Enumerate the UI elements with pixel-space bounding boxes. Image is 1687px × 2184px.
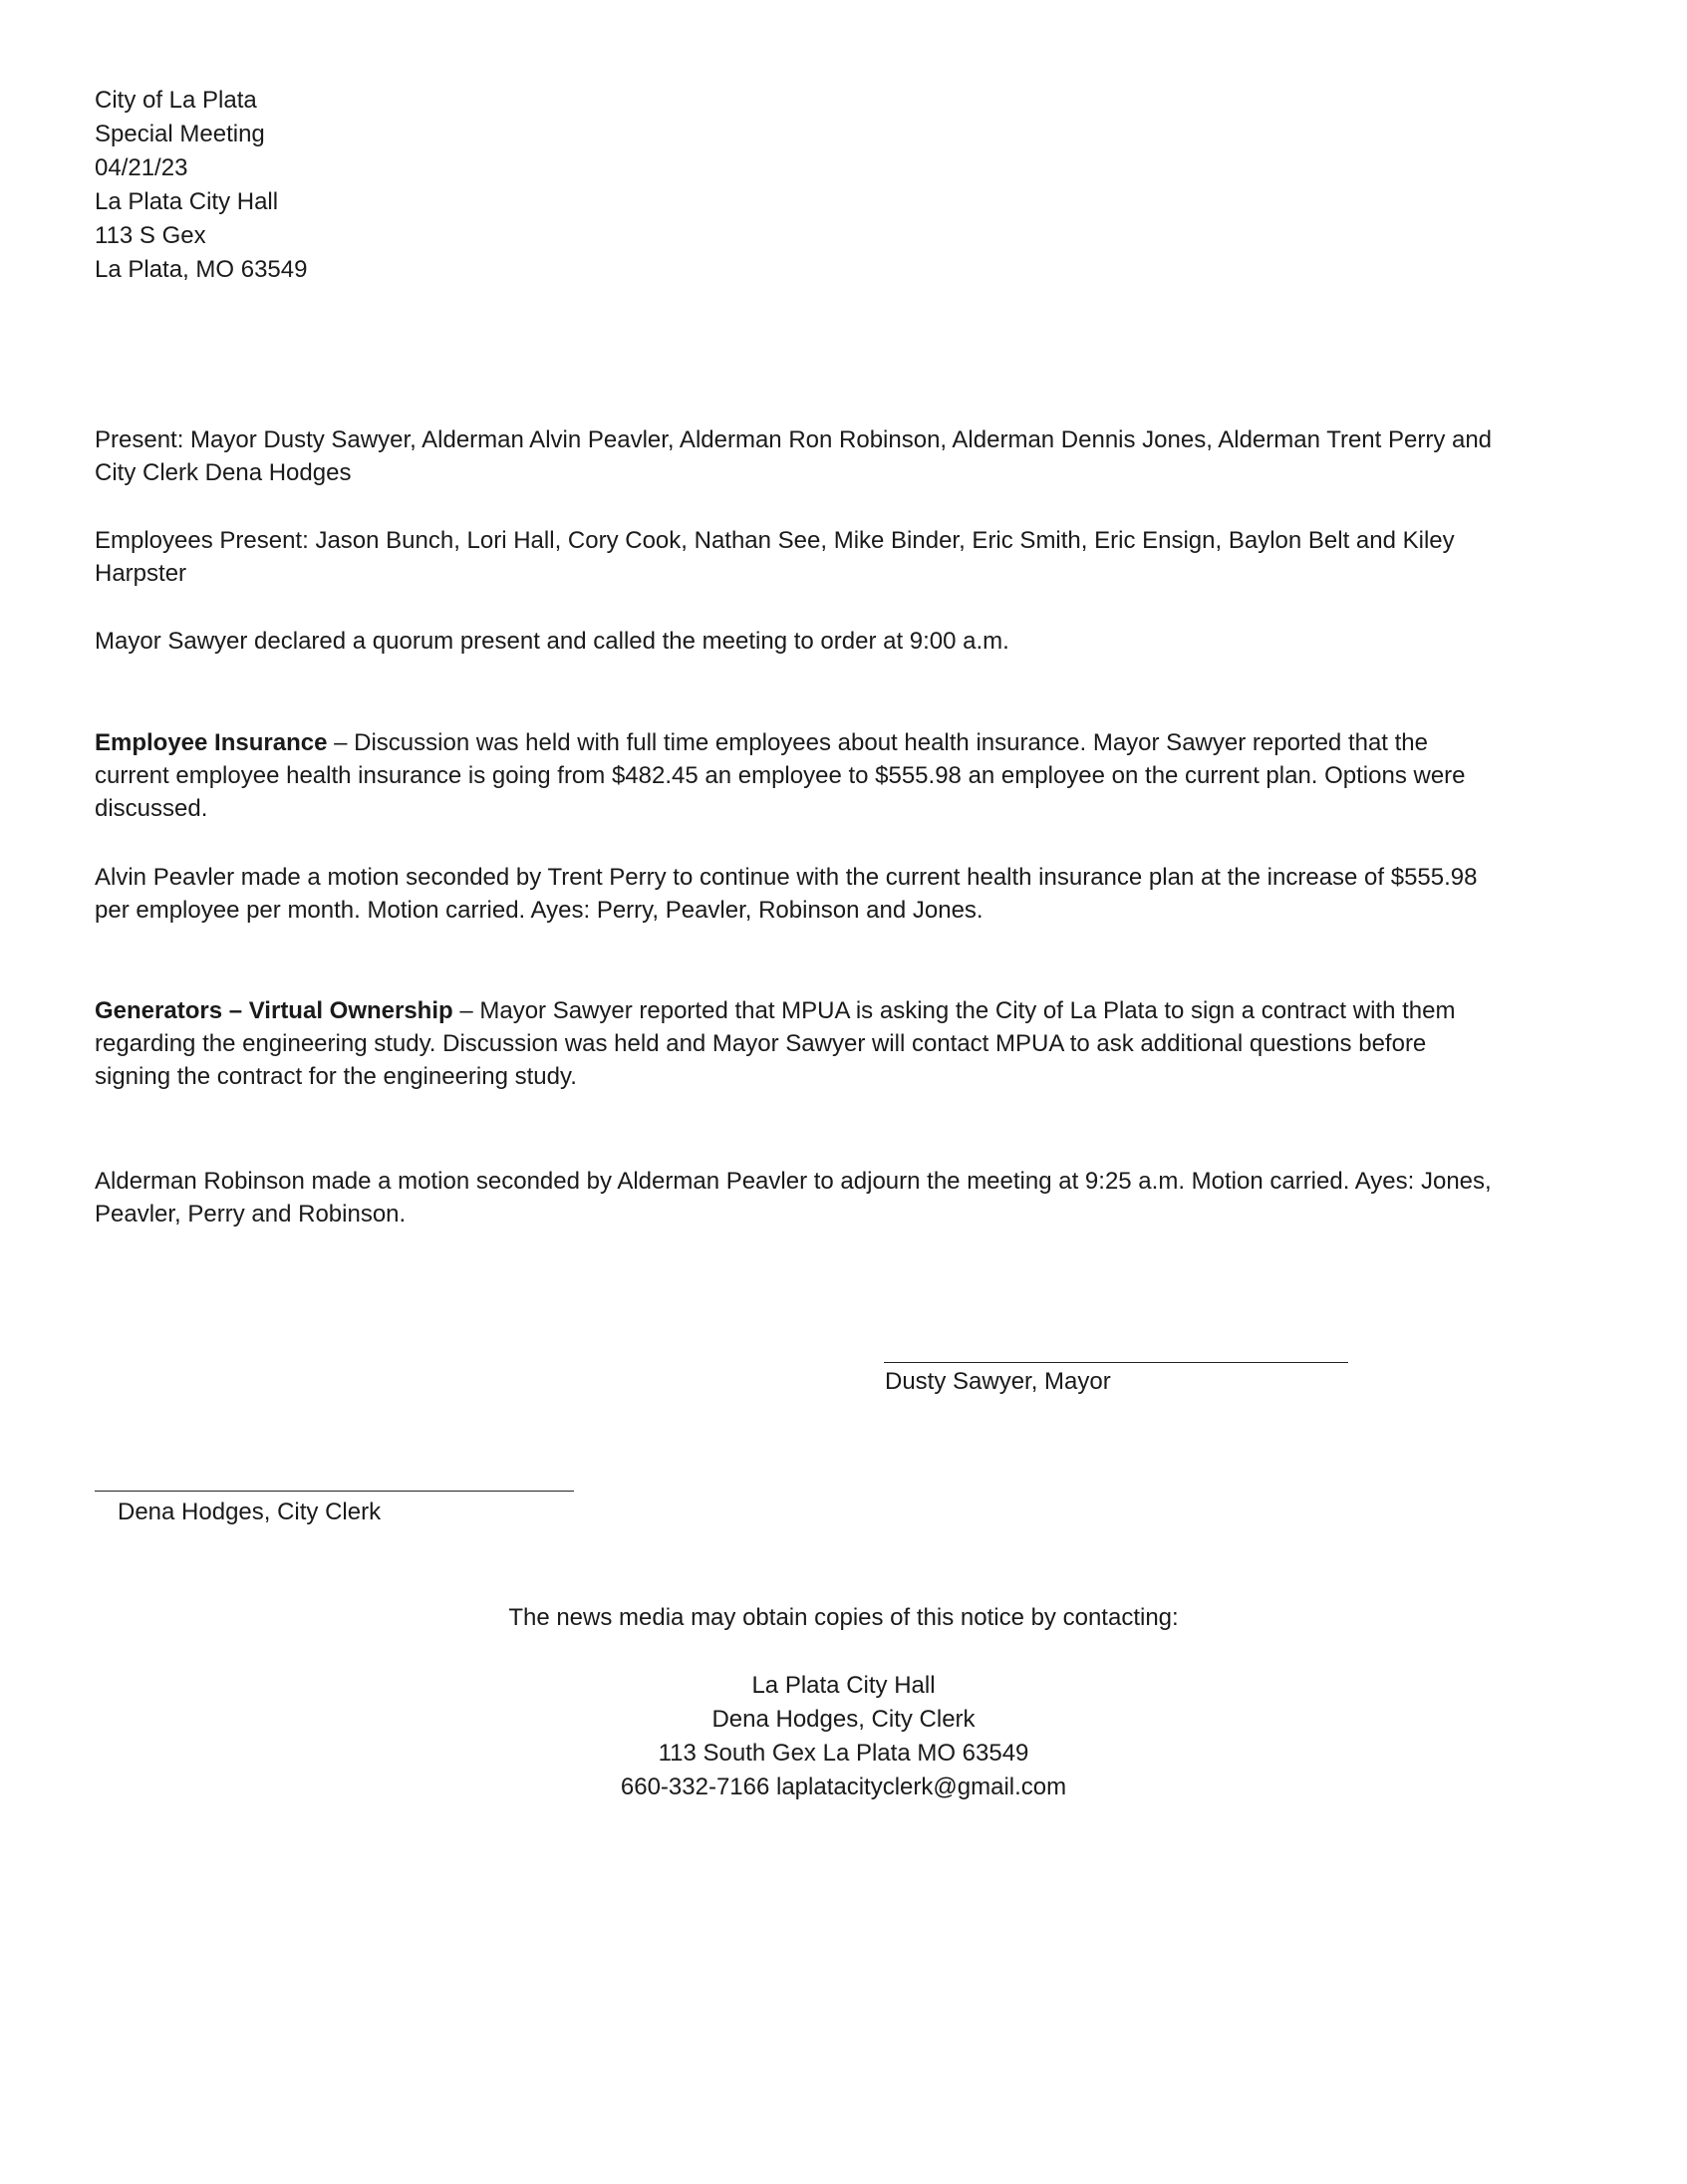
meeting-type: Special Meeting [95,121,265,147]
media-notice-text: The news media may obtain copies of this notice by contacting: [508,1604,1179,1631]
employees-paragraph [95,524,1589,590]
contact-address: 113 South Gex La Plata MO 63549 [658,1740,1029,1767]
contact-person: Dena Hodges, City Clerk [711,1706,976,1733]
city-name: City of La Plata [95,87,257,114]
media-notice [0,1601,1687,1635]
insurance-motion-line-2: per employee per month. Motion carried. Ayes: Perry, Peavler, Robinson and Jones. [95,897,984,924]
clerk-signature-line [95,1491,574,1492]
insurance-text-1: – Discussion was held with full time employees about health insurance. Mayor Sawyer reported that the [327,729,1428,756]
contact-office: La Plata City Hall [751,1672,936,1699]
generators-line-3: signing the contract for the engineering study. [95,1063,577,1090]
insurance-heading: Employee Insurance [95,729,328,756]
quorum-paragraph [95,625,1589,658]
mayor-signature-line [884,1362,1348,1363]
insurance-paragraph [95,726,1589,825]
present-paragraph [95,423,1589,489]
generators-text-1: – Mayor Sawyer reported that MPUA is asking the City of La Plata to sign a contract with them [452,997,1456,1024]
adjourn-line-1: Alderman Robinson made a motion seconded by Alderman Peavler to adjourn the meeting at 9:25 a.m. Motion carried. Ayes: Jones, [95,1168,1492,1195]
generators-paragraph [95,994,1589,1093]
employees-line-1: Employees Present: Jason Bunch, Lori Hall, Cory Cook, Nathan See, Mike Binder, Eric Smith, Eric Ensign, Baylon Belt and Kiley [95,527,1455,554]
contact-block [0,1669,1687,1804]
meeting-venue: La Plata City Hall [95,188,279,215]
generators-line-1 [95,994,1589,1027]
generators-heading: Generators – Virtual Ownership [95,997,453,1024]
clerk-signature-label: Dena Hodges, City Clerk [118,1499,382,1525]
generators-line-2: regarding the engineering study. Discussion was held and Mayor Sawyer will contact MPUA to ask additional questions before [95,1030,1427,1057]
mayor-signature-label: Dusty Sawyer, Mayor [885,1368,1111,1395]
employees-line-2: Harpster [95,560,187,587]
document-header [95,84,307,287]
insurance-motion-line-1: Alvin Peavler made a motion seconded by Trent Perry to continue with the current health insurance plan at the increase of $555.98 [95,864,1478,891]
present-line-1: Present: Mayor Dusty Sawyer, Alderman Alvin Peavler, Alderman Ron Robinson, Alderman Dennis Jones, Alderman Trent Perry and [95,426,1493,453]
contact-phone-email: 660-332-7166 laplatacityclerk@gmail.com [620,1774,1067,1800]
present-line-2: City Clerk Dena Hodges [95,459,352,486]
venue-city: La Plata, MO 63549 [95,256,308,283]
quorum-line: Mayor Sawyer declared a quorum present and called the meeting to order at 9:00 a.m. [95,628,1009,655]
adjourn-line-2: Peavler, Perry and Robinson. [95,1201,407,1228]
venue-street: 113 S Gex [95,222,206,249]
adjourn-paragraph [95,1165,1589,1230]
meeting-date: 04/21/23 [95,154,188,181]
insurance-line-3: discussed. [95,795,208,822]
insurance-line-2: current employee health insurance is going from $482.45 an employee to $555.98 an employee on the current plan. Options were [95,762,1466,789]
insurance-line-1 [95,726,1589,759]
insurance-motion-paragraph [95,861,1589,927]
